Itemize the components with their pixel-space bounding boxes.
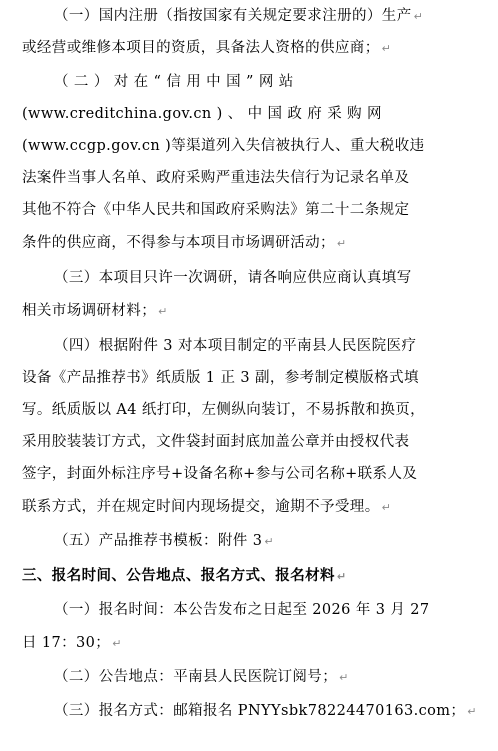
section-heading: 三、报名时间、公告地点、报名方式、报名材料 ↵ [22,568,347,584]
text-line: （五）产品推荐书模板：附件 3 ↵ [54,533,274,549]
paragraph-mark-icon: ↵ [112,637,122,650]
text-line: （二）公告地点：平南县人民医院订阅号； ↵ [54,669,349,685]
text-line: 写。纸质版以 A4 纸打印，左侧纵向装订，不易拆散和换页， [22,402,426,418]
text-line: （一）国内注册（指按国家有关规定要求注册的）生产 ↵ [54,8,424,24]
text-line: （一）报名时间：本公告发布之日起至 2026 年 3 月 27 [54,602,430,618]
paragraph-mark-icon: ↵ [336,570,347,583]
text-line: 或经营或维修本项目的资质，具备法人资格的供应商； ↵ [22,40,392,56]
text-line: (www.creditchina.gov.cn ) 、 中 国 政 府 采 购 网 [22,106,382,122]
text-line: （四）根据附件 3 对本项目制定的平南县人民医院医疗 [54,338,417,354]
text-line: 其他不符合《中华人民共和国政府采购法》第二十二条规定 [22,202,410,218]
text-line: 签字，封面外标注序号+设备名称+参与公司名称+联系人及 [22,466,418,482]
text-line: (www.ccgp.gov.cn )等渠道列入失信被执行人、重大税收违 [22,138,425,154]
paragraph-mark-icon: ↵ [339,671,349,684]
text-line: 采用胶装装订方式，文件袋封面封底加盖公章并由授权代表 [22,434,410,450]
paragraph-mark-icon: ↵ [413,10,424,23]
paragraph-mark-icon: ↵ [381,501,392,514]
text-line: （三）本项目只许一次调研，请各响应供应商认真填写 [54,270,412,286]
text-line: 法案件当事人名单、政府采购严重违法失信行为记录名单及 [22,170,410,186]
text-line: （三）报名方式：邮箱报名 PNYYsbk78224470163.com； ↵ [54,703,477,719]
paragraph-mark-icon: ↵ [264,535,274,548]
paragraph-mark-icon: ↵ [158,305,168,318]
text-line: 设备《产品推荐书》纸质版 1 正 3 副，参考制定模版格式填 [22,370,419,386]
text-line: 联系方式，并在规定时间内现场提交，逾期不予受理。 ↵ [22,499,392,515]
paragraph-mark-icon: ↵ [467,705,477,718]
text-line: 相关市场调研材料； ↵ [22,303,168,319]
text-line: 条件的供应商，不得参与本项目市场调研活动； ↵ [22,235,347,251]
text-line: （ 二 ） 对 在 “ 信 用 中 国 ” 网 站 [54,74,294,90]
paragraph-mark-icon: ↵ [336,237,347,250]
text-line: 日 17：30； ↵ [22,635,122,651]
paragraph-mark-icon: ↵ [381,42,392,55]
